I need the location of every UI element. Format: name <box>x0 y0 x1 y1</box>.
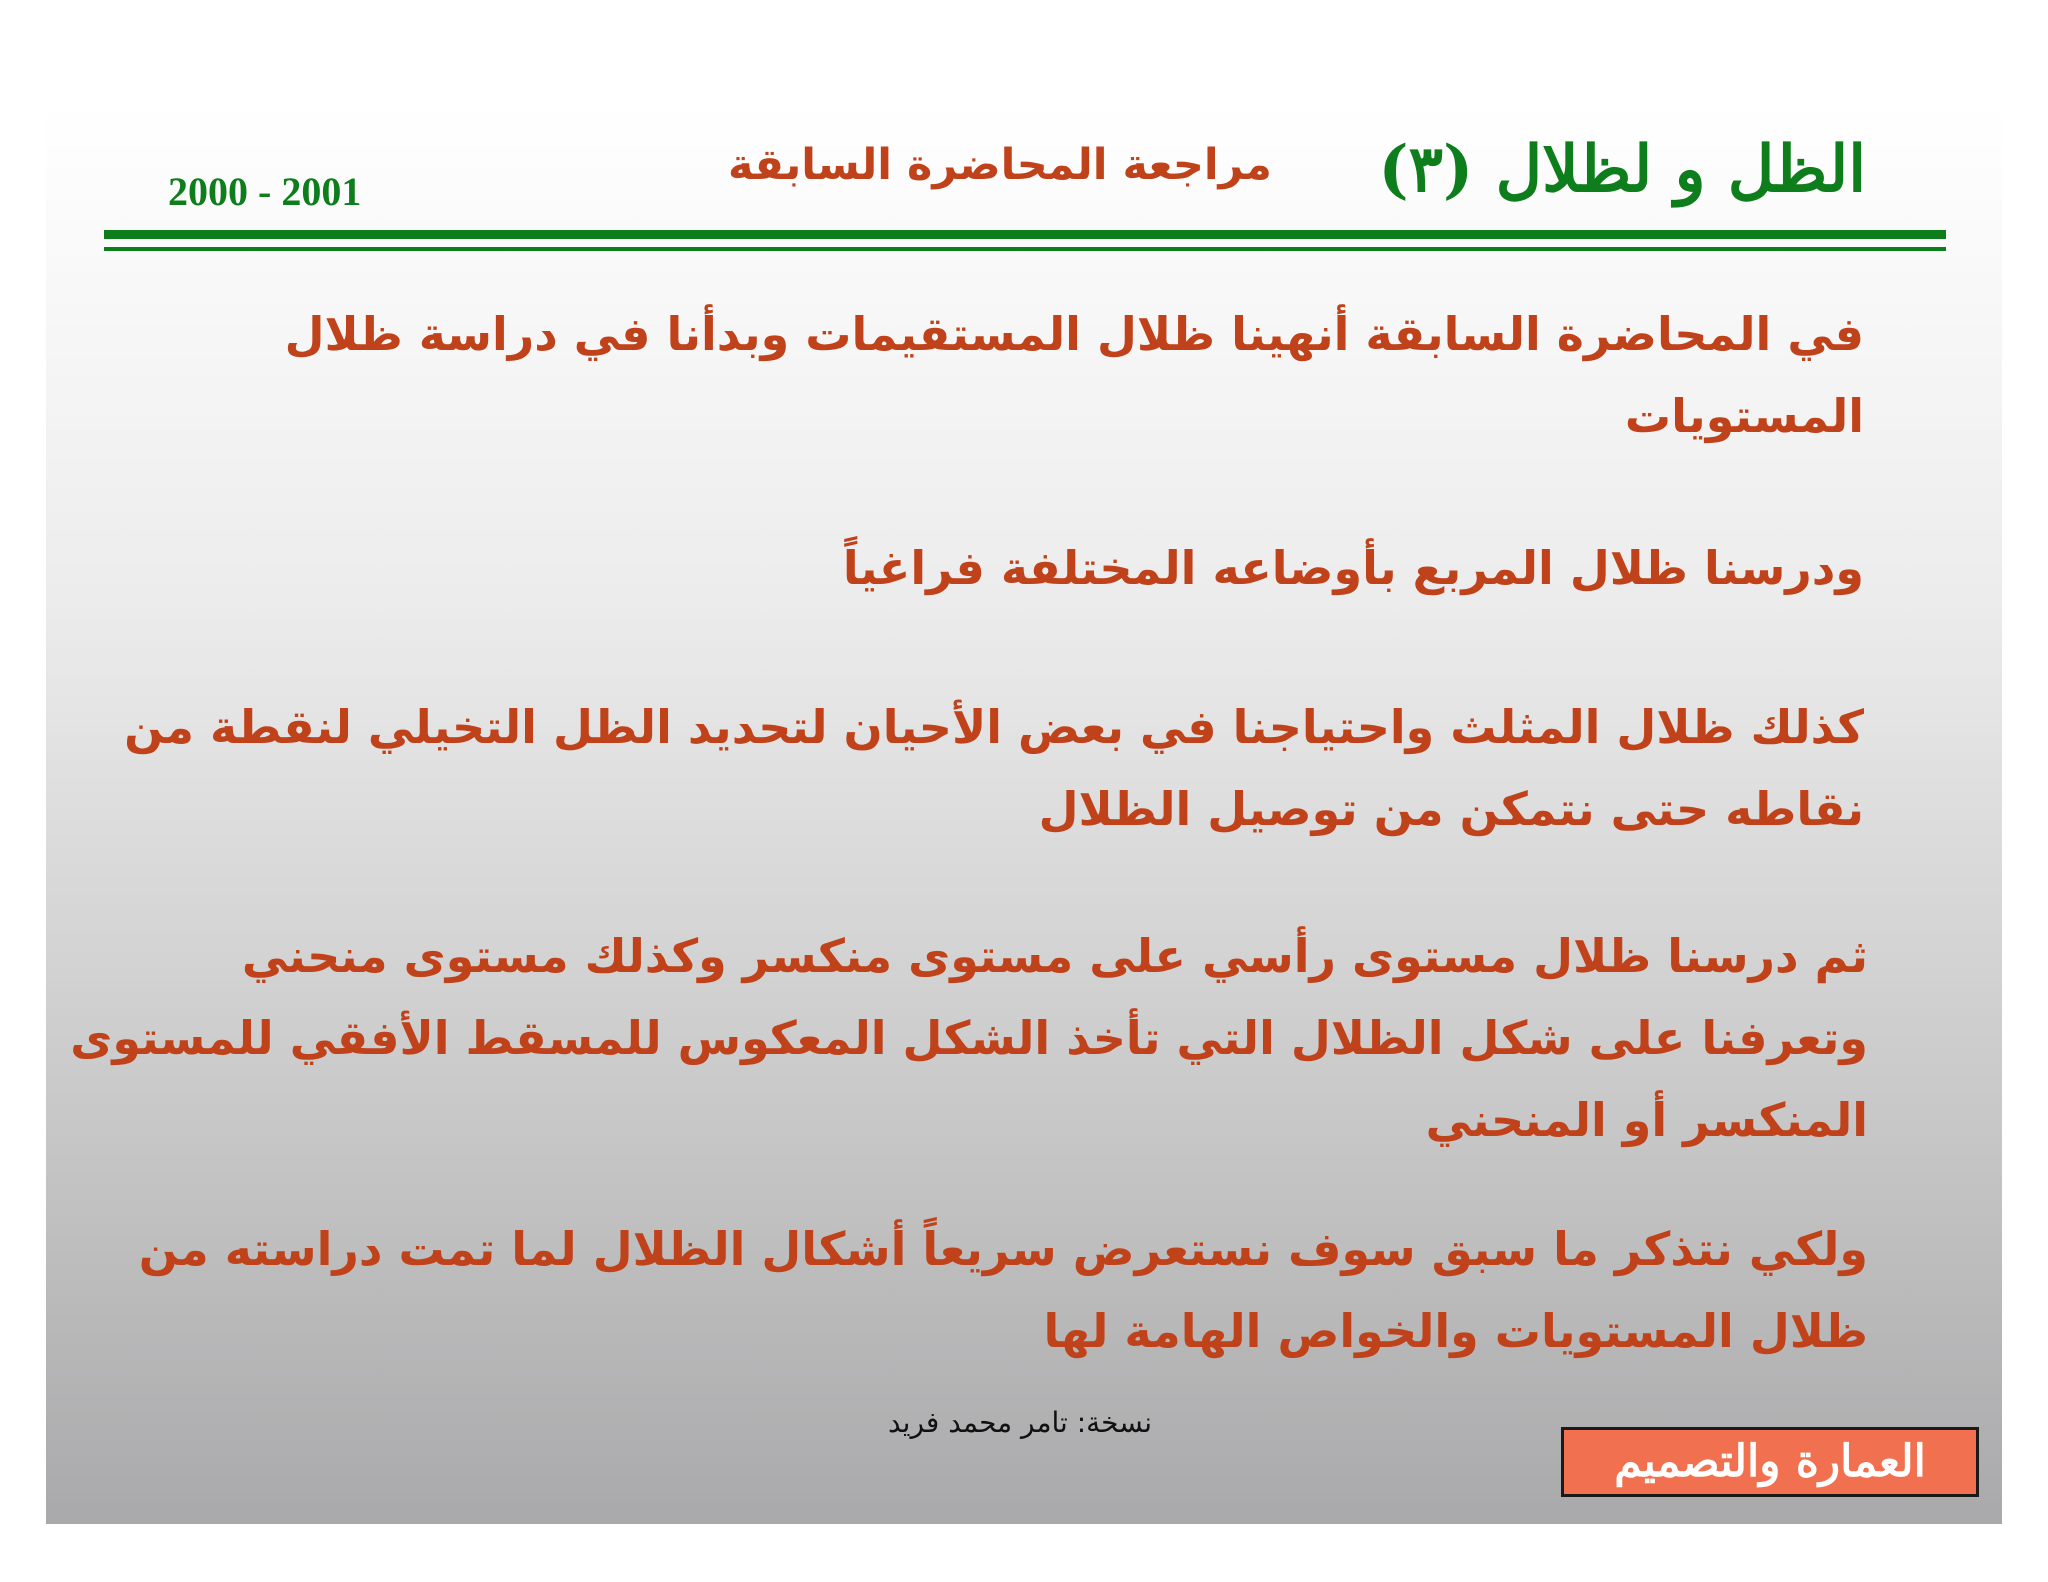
paragraph-3 <box>124 686 1864 850</box>
paragraph-2 <box>843 527 1864 609</box>
paragraph-1-line-2: المستويات <box>1624 389 1864 443</box>
paragraph-5-line-1: ولكي نتذكر ما سبق سوف نستعرض سريعاً أشكال الظلال لما تمت دراسته من <box>138 1222 1868 1276</box>
header-divider-thick <box>104 230 1946 239</box>
paragraph-3-line-1: كذلك ظلال المثلث واحتياجنا في بعض الأحيان لتحديد الظل التخيلي لنقطة من <box>124 700 1864 754</box>
course-title: الظل و لظلال (٣) <box>1378 132 1866 207</box>
logo <box>1561 1427 1979 1497</box>
paragraph-5 <box>139 1208 1868 1372</box>
section-title: مراجعة المحاضرة السابقة <box>728 140 1272 190</box>
logo-text: العمارة والتصميم <box>1614 1436 1926 1487</box>
paragraph-4-line-3: المنكسر أو المنحني <box>1425 1093 1868 1147</box>
paragraph-1-line-1: في المحاضرة السابقة أنهينا ظلال المستقيمات وبدأنا في دراسة ظلال <box>284 307 1864 361</box>
paragraph-4 <box>70 915 1868 1161</box>
header-divider-thin <box>104 247 1946 251</box>
paragraph-4-line-1: ثم درسنا ظلال مستوى رأسي على مستوى منكسر وكذلك مستوى منحني <box>241 929 1868 983</box>
footer-credit: نسخة: تامر محمد فريد <box>887 1406 1153 1439</box>
paragraph-2-line-1: ودرسنا ظلال المربع بأوضاعه المختلفة فراغياً <box>842 541 1864 595</box>
paragraph-5-line-2: ظلال المستويات والخواص الهامة لها <box>1043 1304 1868 1358</box>
paragraph-1 <box>285 293 1864 457</box>
paragraph-3-line-2: نقاطه حتى نتمكن من توصيل الظلال <box>1038 782 1864 836</box>
paragraph-4-line-2: وتعرفنا على شكل الظلال التي تأخذ الشكل المعكوس للمسقط الأفقي للمستوى <box>70 1011 1868 1065</box>
academic-year: 2000 - 2001 <box>168 169 362 214</box>
